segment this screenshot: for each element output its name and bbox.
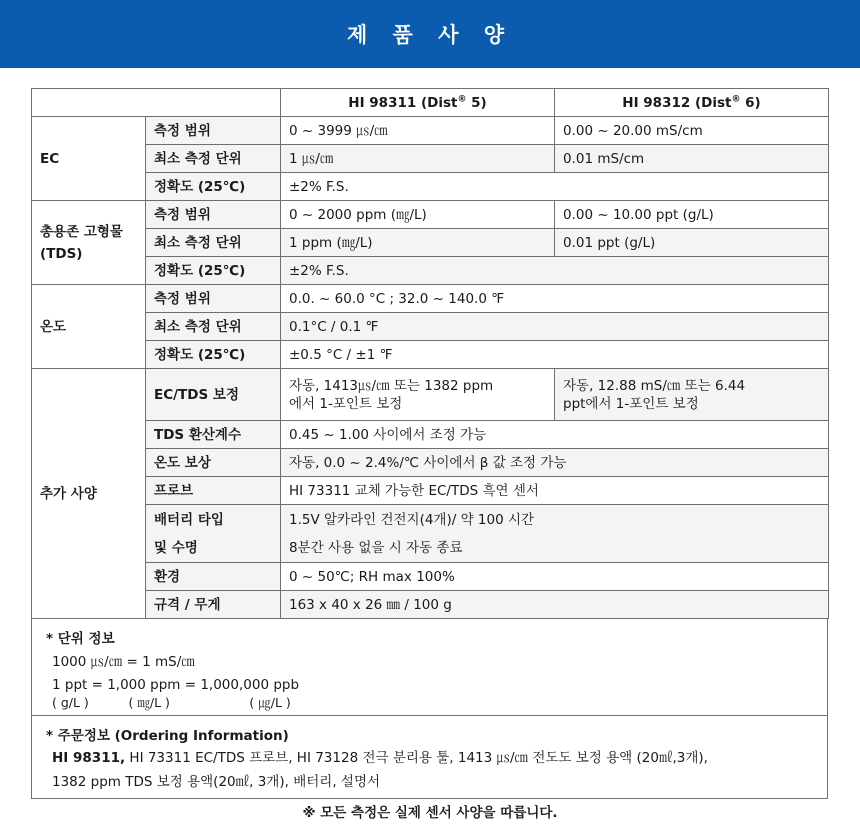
category-temperature: 온도 <box>32 285 146 369</box>
table-row <box>32 477 829 505</box>
units-note-line: 1 ppt = 1,000 ppm = 1,000,000 ppb <box>52 677 300 693</box>
header-empty-cell <box>32 89 281 117</box>
cell-value: 0 ~ 3999 ㎲/㎝ <box>281 117 555 145</box>
header-hi98311: HI 98311 (Dist® 5) <box>281 89 555 117</box>
cell-value: 163 x 40 x 26 ㎜ / 100 g <box>281 591 829 619</box>
cell-value: 1 ㎲/㎝ <box>281 145 555 173</box>
cell-value: ±2% F.S. <box>281 173 829 201</box>
cell-value: 0.01 ppt (g/L) <box>555 229 829 257</box>
table-row <box>32 285 829 313</box>
table-row <box>32 449 829 477</box>
spec-table <box>31 88 829 619</box>
row-label: 측정 범위 <box>146 117 281 145</box>
row-label: 프로브 <box>146 477 281 505</box>
footer-note: ※ 모든 측정은 실제 센서 사양을 따릅니다. <box>302 805 558 821</box>
table-row <box>32 117 829 145</box>
table-row <box>32 563 829 591</box>
cell-value: 0.1°C / 0.1 ℉ <box>281 313 829 341</box>
row-label: 정확도 (25℃) <box>146 173 281 201</box>
table-row <box>32 257 829 285</box>
cell-value: ±2% F.S. <box>281 257 829 285</box>
cell-value: 0.0. ~ 60.0 °C ; 32.0 ~ 140.0 ℉ <box>281 285 829 313</box>
table-row <box>32 591 829 619</box>
cell-value: 0.00 ~ 20.00 mS/cm <box>555 117 829 145</box>
ordering-model: HI 98311, <box>52 750 126 766</box>
cell-value: 자동, 1413㎲/㎝ 또는 1382 ppm 에서 1-포인트 보정 <box>281 369 555 421</box>
row-label: TDS 환산계수 <box>146 421 281 449</box>
cell-value: 0 ~ 2000 ppm (㎎/L) <box>281 201 555 229</box>
row-label: 최소 측정 단위 <box>146 145 281 173</box>
table-row <box>32 201 829 229</box>
cell-value: 0.45 ~ 1.00 사이에서 조정 가능 <box>281 421 829 449</box>
units-note <box>31 619 828 716</box>
row-label: 온도 보상 <box>146 449 281 477</box>
table-row <box>32 369 829 421</box>
ordering-note-body: HI 98311, HI 73311 EC/TDS 프로브, HI 73128 전극 분리용 툴, 1413 ㎲/㎝ 전도도 보정 용액 (20㎖,3개), 1382 ppm TDS 보정 용액(20㎖, 3개), 배터리, 설명서 <box>52 750 708 790</box>
table-row <box>32 313 829 341</box>
table-row <box>32 145 829 173</box>
cell-value: 1 ppm (㎎/L) <box>281 229 555 257</box>
ordering-note <box>31 716 828 799</box>
table-row <box>32 229 829 257</box>
table-row <box>32 421 829 449</box>
units-note-line: ( g/L ) ( ㎎/L ) ( ㎍/L ) <box>52 695 291 710</box>
category-ec: EC <box>32 117 146 201</box>
table-row <box>32 341 829 369</box>
header-hi98312: HI 98312 (Dist® 6) <box>555 89 829 117</box>
cell-value: 자동, 12.88 mS/㎝ 또는 6.44 ppt에서 1-포인트 보정 <box>555 369 829 421</box>
cell-value: 0.01 mS/cm <box>555 145 829 173</box>
table-row <box>32 505 829 563</box>
units-note-title: * 단위 정보 <box>46 631 115 647</box>
row-label: 배터리 타입 및 수명 <box>146 505 281 563</box>
table-row <box>32 173 829 201</box>
title-banner <box>0 0 860 68</box>
row-label: EC/TDS 보정 <box>146 369 281 421</box>
category-extra: 추가 사양 <box>32 369 146 619</box>
cell-value: 1.5V 알카라인 건전지(4개)/ 약 100 시간 8분간 사용 없을 시 자동 종료 <box>281 505 829 563</box>
row-label: 정확도 (25℃) <box>146 341 281 369</box>
cell-value: 0.00 ~ 10.00 ppt (g/L) <box>555 201 829 229</box>
ordering-note-title: * 주문정보 (Ordering Information) <box>46 728 289 744</box>
row-label: 규격 / 무게 <box>146 591 281 619</box>
units-note-line: 1000 ㎲/㎝ = 1 mS/㎝ <box>52 654 195 670</box>
category-tds: 총용존 고형물 (TDS) <box>32 201 146 285</box>
cell-value: 자동, 0.0 ~ 2.4%/℃ 사이에서 β 값 조정 가능 <box>281 449 829 477</box>
page-title: 제 품 사 양 <box>346 23 514 47</box>
row-label: 최소 측정 단위 <box>146 229 281 257</box>
row-label: 정확도 (25℃) <box>146 257 281 285</box>
cell-value: 0 ~ 50℃; RH max 100% <box>281 563 829 591</box>
row-label: 측정 범위 <box>146 201 281 229</box>
cell-value: ±0.5 °C / ±1 ℉ <box>281 341 829 369</box>
row-label: 최소 측정 단위 <box>146 313 281 341</box>
row-label: 측정 범위 <box>146 285 281 313</box>
table-header-row <box>32 89 829 117</box>
row-label: 환경 <box>146 563 281 591</box>
cell-value: HI 73311 교체 가능한 EC/TDS 흑연 센서 <box>281 477 829 505</box>
